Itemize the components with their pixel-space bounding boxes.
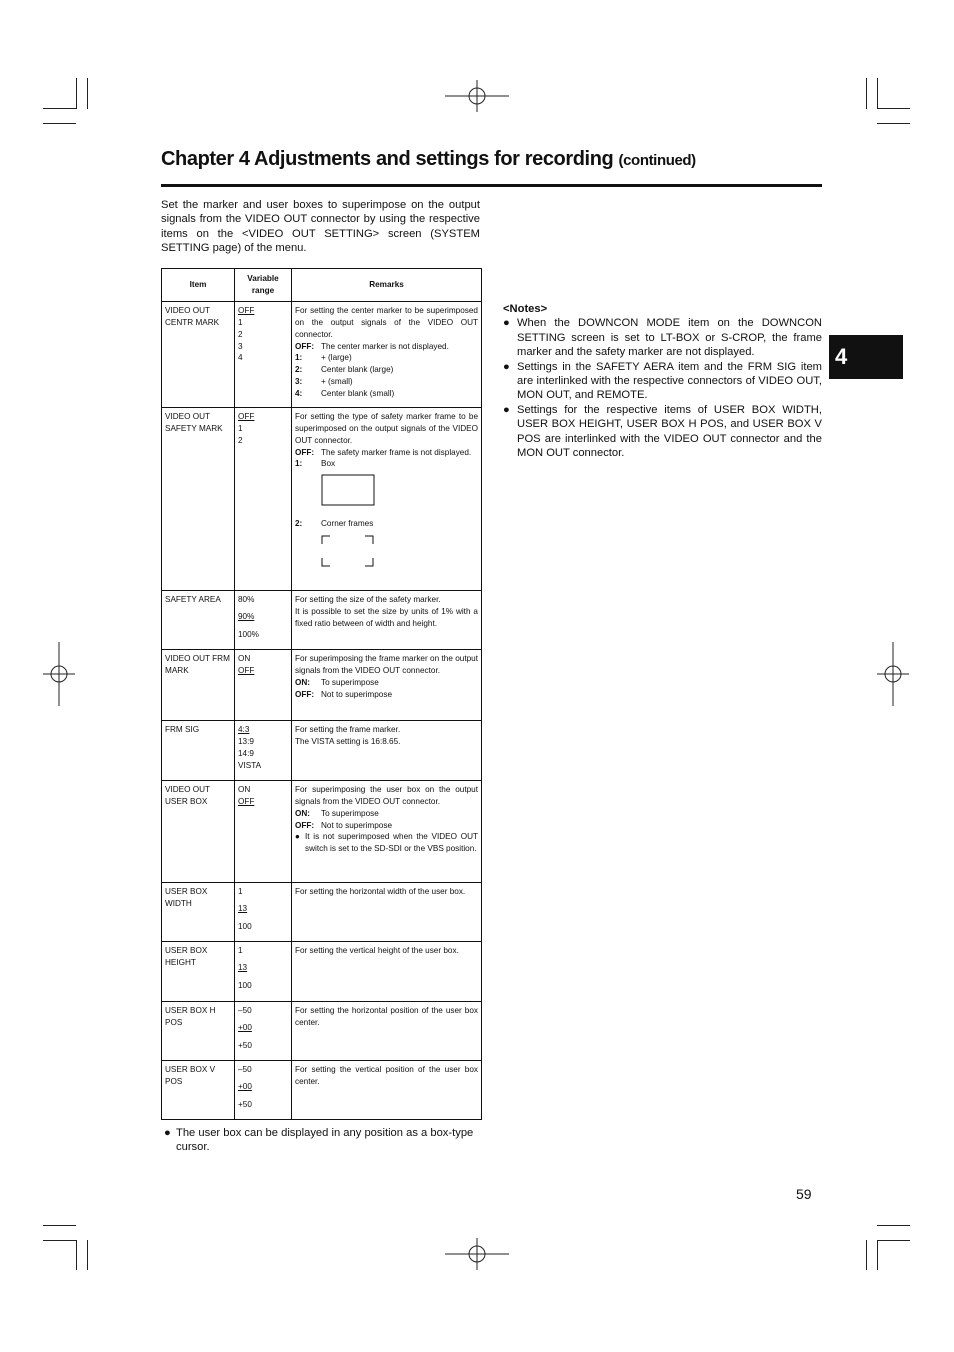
remarks-cell: For setting the vertical position of the user box center.	[292, 1060, 482, 1119]
bottom-note-text: The user box can be displayed in any position as a box-type cursor.	[176, 1127, 474, 1153]
remarks-text: For superimposing the frame marker on the output signals from the VIDEO OUT connector.	[295, 653, 478, 675]
option-key: OFF:	[295, 820, 315, 830]
range-value: 13	[238, 963, 248, 973]
table-row	[162, 882, 482, 941]
item-cell: VIDEO OUT USER BOX	[162, 780, 235, 882]
range-cell	[235, 1001, 292, 1060]
remarks-option	[295, 677, 478, 689]
bullet-icon: ●	[503, 360, 510, 373]
remarks-text: For superimposing the user box on the output signals from the VIDEO OUT connector.	[295, 784, 478, 806]
range-value: 1	[238, 423, 243, 433]
option-text: The center marker is not displayed.	[321, 341, 449, 351]
bullet-icon: ●	[164, 1127, 171, 1139]
range-value: 90%	[238, 612, 255, 622]
range-value: 3	[238, 341, 243, 351]
table-row	[162, 1060, 482, 1119]
range-value: OFF	[238, 796, 255, 806]
range-value: VISTA	[238, 760, 262, 770]
remarks-option	[295, 689, 478, 701]
registration-mark-top	[445, 80, 509, 112]
range-cell	[235, 720, 292, 780]
table-row	[162, 941, 482, 1001]
item-cell: VIDEO OUT SAFETY MARK	[162, 407, 235, 590]
option-key: 4:	[295, 389, 303, 399]
range-value: ON	[238, 653, 251, 663]
remarks-option	[295, 518, 478, 530]
option-key: ON:	[295, 677, 311, 687]
option-key: 1:	[295, 459, 303, 469]
range-value: 80%	[238, 594, 255, 604]
range-value: +50	[238, 1040, 252, 1050]
option-key: 2:	[295, 519, 303, 529]
range-value: 2	[238, 329, 243, 339]
remarks-option	[295, 376, 478, 388]
chapter-title	[161, 148, 696, 171]
note-text: Settings in the SAFETY AERA item and the FRM SIG item are interlinked with the respective connectors of VIDEO OUT, MON OUT, and REMOTE.	[517, 360, 822, 402]
bullet-text: It is not superimposed when the VIDEO OUT switch is set to the SD-SDI or the VBS position.	[305, 832, 478, 854]
range-value: 13	[238, 904, 248, 914]
remarks-option	[295, 808, 478, 820]
item-cell: USER BOX WIDTH	[162, 882, 235, 941]
option-text: To superimpose	[321, 677, 379, 687]
notes-heading: <Notes>	[503, 303, 548, 315]
remarks-option	[295, 364, 478, 376]
remarks-cell	[292, 649, 482, 720]
item-cell: VIDEO OUT FRM MARK	[162, 649, 235, 720]
option-key: 2:	[295, 365, 303, 375]
chapter-title-text: Chapter 4 Adjustments and settings for recording	[161, 148, 614, 170]
intro-paragraph: Set the marker and user boxes to superimpose on the output signals from the VIDEO OUT connector by using the respective items on the <VIDEO OUT SETTING> screen (SYSTEM SETTING page) of the menu.	[161, 199, 480, 254]
item-cell: SAFETY AREA	[162, 590, 235, 649]
note-item	[503, 360, 822, 403]
range-value: OFF	[238, 411, 255, 421]
range-value: 100	[238, 921, 252, 931]
remarks-option	[295, 352, 478, 364]
remarks-option	[295, 458, 478, 470]
remarks-text: For setting the frame marker.	[295, 724, 401, 734]
table-row	[162, 407, 482, 590]
remarks-extra: It is possible to set the size by units of 1% with a fixed ratio between of width and height.	[295, 606, 478, 628]
range-value: 13:9	[238, 736, 254, 746]
remarks-option	[295, 447, 478, 459]
remarks-text: For setting the center marker to be superimposed on the output signals of the VIDEO OUT connector.	[295, 305, 478, 339]
title-rule	[161, 184, 822, 187]
range-value: 14:9	[238, 748, 254, 758]
remarks-text: For setting the type of safety marker frame to be superimposed on the output signals of the VIDEO OUT connector.	[295, 411, 478, 445]
option-text: Corner frames	[321, 519, 374, 529]
range-value: +00	[238, 1082, 252, 1092]
option-text: + (small)	[321, 377, 353, 387]
registration-mark-left	[43, 642, 75, 706]
option-key: ON:	[295, 808, 311, 818]
header-range: Variable range	[235, 269, 292, 302]
option-text: Center blank (large)	[321, 365, 394, 375]
remarks-cell: For setting the vertical height of the user box.	[292, 941, 482, 1001]
remarks-cell	[292, 590, 482, 649]
option-key: 3:	[295, 377, 303, 387]
range-value: 1	[238, 945, 243, 955]
option-key: OFF:	[295, 341, 315, 351]
range-value: OFF	[238, 665, 255, 675]
range-value: 1	[238, 886, 243, 896]
note-text: Settings for the respective items of USER BOX WIDTH, USER BOX HEIGHT, USER BOX H POS, and USER BOX V POS are interlinked with the VIDEO OUT connector and the MON OUT connector.	[517, 403, 822, 460]
remarks-cell	[292, 301, 482, 407]
note-text: When the DOWNCON MODE item on the DOWNCON SETTING screen is set to LT-BOX or S-CROP, the frame marker and the safety marker are not displayed.	[517, 317, 822, 359]
corner-frames-illustration	[319, 532, 439, 572]
range-value: +50	[238, 1099, 252, 1109]
remarks-option	[295, 341, 478, 353]
registration-mark-right	[877, 642, 909, 706]
table-row	[162, 649, 482, 720]
remarks-option	[295, 388, 478, 400]
continued-label: (continued)	[618, 152, 696, 169]
remarks-cell	[292, 407, 482, 590]
notes-section	[503, 302, 822, 460]
table-row	[162, 301, 482, 407]
range-value: 100%	[238, 629, 259, 639]
remarks-cell	[292, 780, 482, 882]
registration-mark-bottom	[445, 1238, 509, 1270]
chapter-tab: 4	[829, 335, 903, 379]
range-cell	[235, 780, 292, 882]
table-row	[162, 780, 482, 882]
table-row	[162, 1001, 482, 1060]
option-text: The safety marker frame is not displayed.	[321, 447, 472, 457]
remarks-cell: For setting the horizontal width of the user box.	[292, 882, 482, 941]
range-value: 4:3	[238, 724, 250, 734]
bullet-icon: ●	[503, 403, 510, 416]
note-item	[503, 316, 822, 359]
option-text: Box	[321, 459, 336, 469]
option-text: Center blank (small)	[321, 389, 395, 399]
range-value: OFF	[238, 305, 255, 315]
remarks-extra: The VISTA setting is 16:8.65.	[295, 736, 401, 746]
remarks-bullet	[295, 831, 478, 855]
range-value: 1	[238, 317, 243, 327]
range-cell	[235, 882, 292, 941]
range-value: 2	[238, 435, 243, 445]
box-marker-illustration	[319, 472, 439, 512]
table-row	[162, 590, 482, 649]
item-cell: USER BOX HEIGHT	[162, 941, 235, 1001]
item-cell: FRM SIG	[162, 720, 235, 780]
header-remarks: Remarks	[292, 269, 482, 302]
table-row	[162, 720, 482, 780]
remarks-text: For setting the size of the safety marker.	[295, 594, 441, 604]
note-item	[503, 403, 822, 461]
option-text: Not to superimpose	[321, 820, 392, 830]
range-cell	[235, 301, 292, 407]
option-text: + (large)	[321, 353, 352, 363]
item-cell: USER BOX V POS	[162, 1060, 235, 1119]
option-text: To superimpose	[321, 808, 379, 818]
range-value: +00	[238, 1023, 252, 1033]
range-value: –50	[238, 1005, 252, 1015]
option-key: OFF:	[295, 689, 315, 699]
range-value: ON	[238, 784, 251, 794]
page-number: 59	[796, 1186, 812, 1202]
bottom-note	[164, 1126, 481, 1154]
range-value: –50	[238, 1064, 252, 1074]
range-cell	[235, 649, 292, 720]
item-cell: USER BOX H POS	[162, 1001, 235, 1060]
header-item: Item	[162, 269, 235, 302]
range-cell	[235, 590, 292, 649]
item-cell: VIDEO OUT CENTR MARK	[162, 301, 235, 407]
settings-table	[161, 268, 482, 1120]
range-value: 4	[238, 353, 243, 363]
range-cell	[235, 407, 292, 590]
bullet-icon: ●	[503, 317, 510, 330]
bullet-icon: ●	[295, 832, 300, 842]
range-cell	[235, 941, 292, 1001]
remarks-option	[295, 820, 478, 832]
option-text: Not to superimpose	[321, 689, 392, 699]
option-key: 1:	[295, 353, 303, 363]
range-cell	[235, 1060, 292, 1119]
option-key: OFF:	[295, 447, 315, 457]
range-value: 100	[238, 980, 252, 990]
remarks-cell: For setting the horizontal position of the user box center.	[292, 1001, 482, 1060]
remarks-cell	[292, 720, 482, 780]
